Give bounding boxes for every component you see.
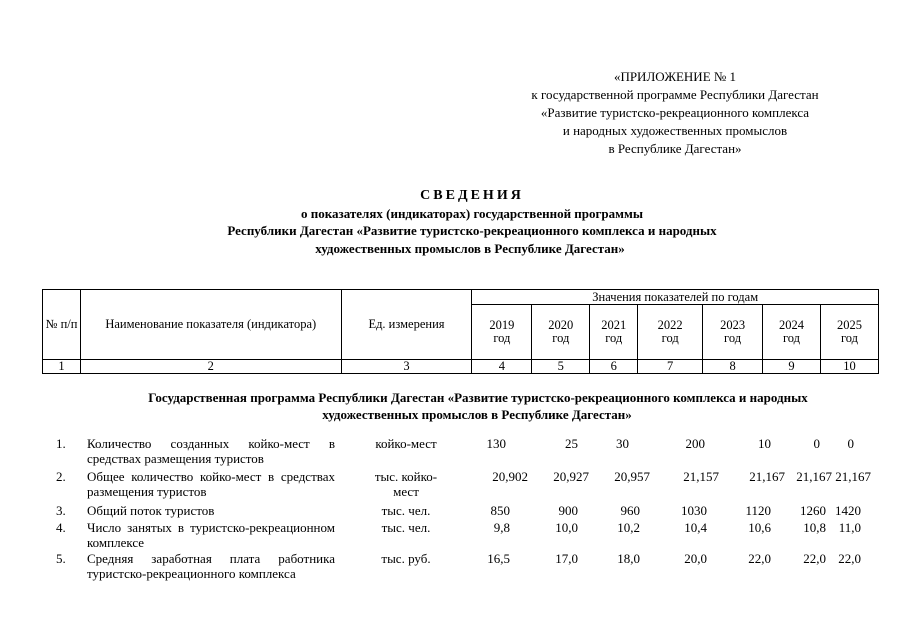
- column-number: 2: [80, 360, 341, 374]
- value-2025: 0: [847, 436, 854, 451]
- value-2019: 16,5: [487, 551, 510, 566]
- column-number: 7: [638, 360, 703, 374]
- value-2020: 17,0: [555, 551, 578, 566]
- column-header-name: Наименование показателя (индикатора): [80, 290, 341, 360]
- value-2019: 850: [490, 503, 510, 518]
- column-header-year: 2025 год: [820, 305, 878, 360]
- value-2021: 30: [616, 436, 629, 451]
- value-2025: 11,0: [838, 520, 861, 535]
- indicator-unit: койко-мест: [375, 436, 437, 451]
- value-2023: 21,167: [749, 469, 785, 484]
- value-2021: 960: [620, 503, 640, 518]
- annex-line: и народных художественных промыслов: [562, 123, 788, 138]
- value-2023: 10,6: [748, 520, 771, 535]
- value-2019: 130: [486, 436, 506, 451]
- column-header-years-group: Значения показателей по годам: [472, 290, 879, 305]
- column-number: 3: [341, 360, 472, 374]
- value-2022: 10,4: [684, 520, 707, 535]
- value-2025: 22,0: [838, 551, 861, 566]
- row-number: 5.: [56, 551, 66, 566]
- column-header-unit: Ед. измерения: [341, 290, 472, 360]
- value-2024: 0: [813, 436, 820, 451]
- indicator-name: Число занятых в туристско-рекреационном комплексе: [87, 520, 335, 550]
- heading-line: о показателях (индикаторах) государственной программы: [300, 206, 644, 221]
- value-2022: 20,0: [684, 551, 707, 566]
- column-number: 6: [590, 360, 638, 374]
- value-2021: 20,957: [614, 469, 650, 484]
- value-2019: 20,902: [492, 469, 528, 484]
- value-2021: 10,2: [617, 520, 640, 535]
- row-number: 4.: [56, 520, 66, 535]
- value-2024: 22,0: [803, 551, 826, 566]
- heading-line: Республики Дагестан «Развитие туристско-рекреационного комплекса и народных: [227, 223, 717, 238]
- value-2024: 10,8: [803, 520, 826, 535]
- column-header-num: № п/п: [43, 290, 81, 360]
- indicator-name: Средняя заработная плата работника туристско-рекреационного комплекса: [87, 551, 335, 581]
- annex-line: к государственной программе Республики Дагестан: [531, 87, 819, 102]
- annex-block: [500, 68, 850, 158]
- row-number: 1.: [56, 436, 66, 451]
- column-header-year: 2021 год: [590, 305, 638, 360]
- column-header-year: 2019 год: [472, 305, 532, 360]
- indicator-name: Общий поток туристов: [87, 503, 215, 518]
- value-2020: 20,927: [553, 469, 589, 484]
- column-header-year: 2020 год: [532, 305, 590, 360]
- indicator-unit: тыс. чел.: [381, 520, 431, 535]
- annex-line: «Развитие туристско-рекреационного комплекса: [540, 105, 810, 120]
- column-number: 1: [43, 360, 81, 374]
- indicator-name: Общее количество койко-мест в средствах размещения туристов: [87, 469, 335, 499]
- value-2022: 200: [685, 436, 705, 451]
- value-2025: 21,167: [835, 469, 871, 484]
- value-2021: 18,0: [617, 551, 640, 566]
- value-2020: 10,0: [555, 520, 578, 535]
- indicator-table-header: [42, 289, 879, 374]
- value-2020: 900: [558, 503, 578, 518]
- column-header-year: 2024 год: [763, 305, 821, 360]
- value-2023: 1120: [745, 503, 771, 518]
- value-2019: 9,8: [493, 520, 510, 535]
- indicator-name: Количество созданных койко-мест в средствах размещения туристов: [87, 436, 335, 466]
- value-2022: 1030: [681, 503, 707, 518]
- indicator-unit: тыс. руб.: [381, 551, 431, 566]
- value-2023: 22,0: [748, 551, 771, 566]
- annex-line: в Республике Дагестан»: [608, 141, 742, 156]
- annex-line: «ПРИЛОЖЕНИЕ № 1: [613, 69, 737, 84]
- value-2020: 25: [565, 436, 578, 451]
- value-2024: 21,167: [796, 469, 832, 484]
- column-number: 10: [820, 360, 878, 374]
- value-2024: 1260: [800, 503, 826, 518]
- value-2022: 21,157: [683, 469, 719, 484]
- value-2023: 10: [758, 436, 771, 451]
- value-2025: 1420: [835, 503, 861, 518]
- program-title-line: Государственная программа Республики Дагестан «Развитие туристско-рекреационного комплекса и народных: [148, 390, 808, 405]
- column-number: 4: [472, 360, 532, 374]
- row-number: 2.: [56, 469, 66, 484]
- heading-line: художественных промыслов в Республике Дагестан»: [315, 241, 625, 256]
- indicator-unit: тыс. чел.: [381, 503, 431, 518]
- row-number: 3.: [56, 503, 66, 518]
- column-number: 8: [703, 360, 763, 374]
- column-header-year: 2022 год: [638, 305, 703, 360]
- column-number: 5: [532, 360, 590, 374]
- document-title: СВЕДЕНИЯ: [420, 188, 524, 203]
- program-title-line: художественных промыслов в Республике Дагестан»: [322, 407, 632, 422]
- column-header-year: 2023 год: [703, 305, 763, 360]
- column-number: 9: [763, 360, 821, 374]
- indicator-unit: тыс. койко-мест: [374, 469, 438, 499]
